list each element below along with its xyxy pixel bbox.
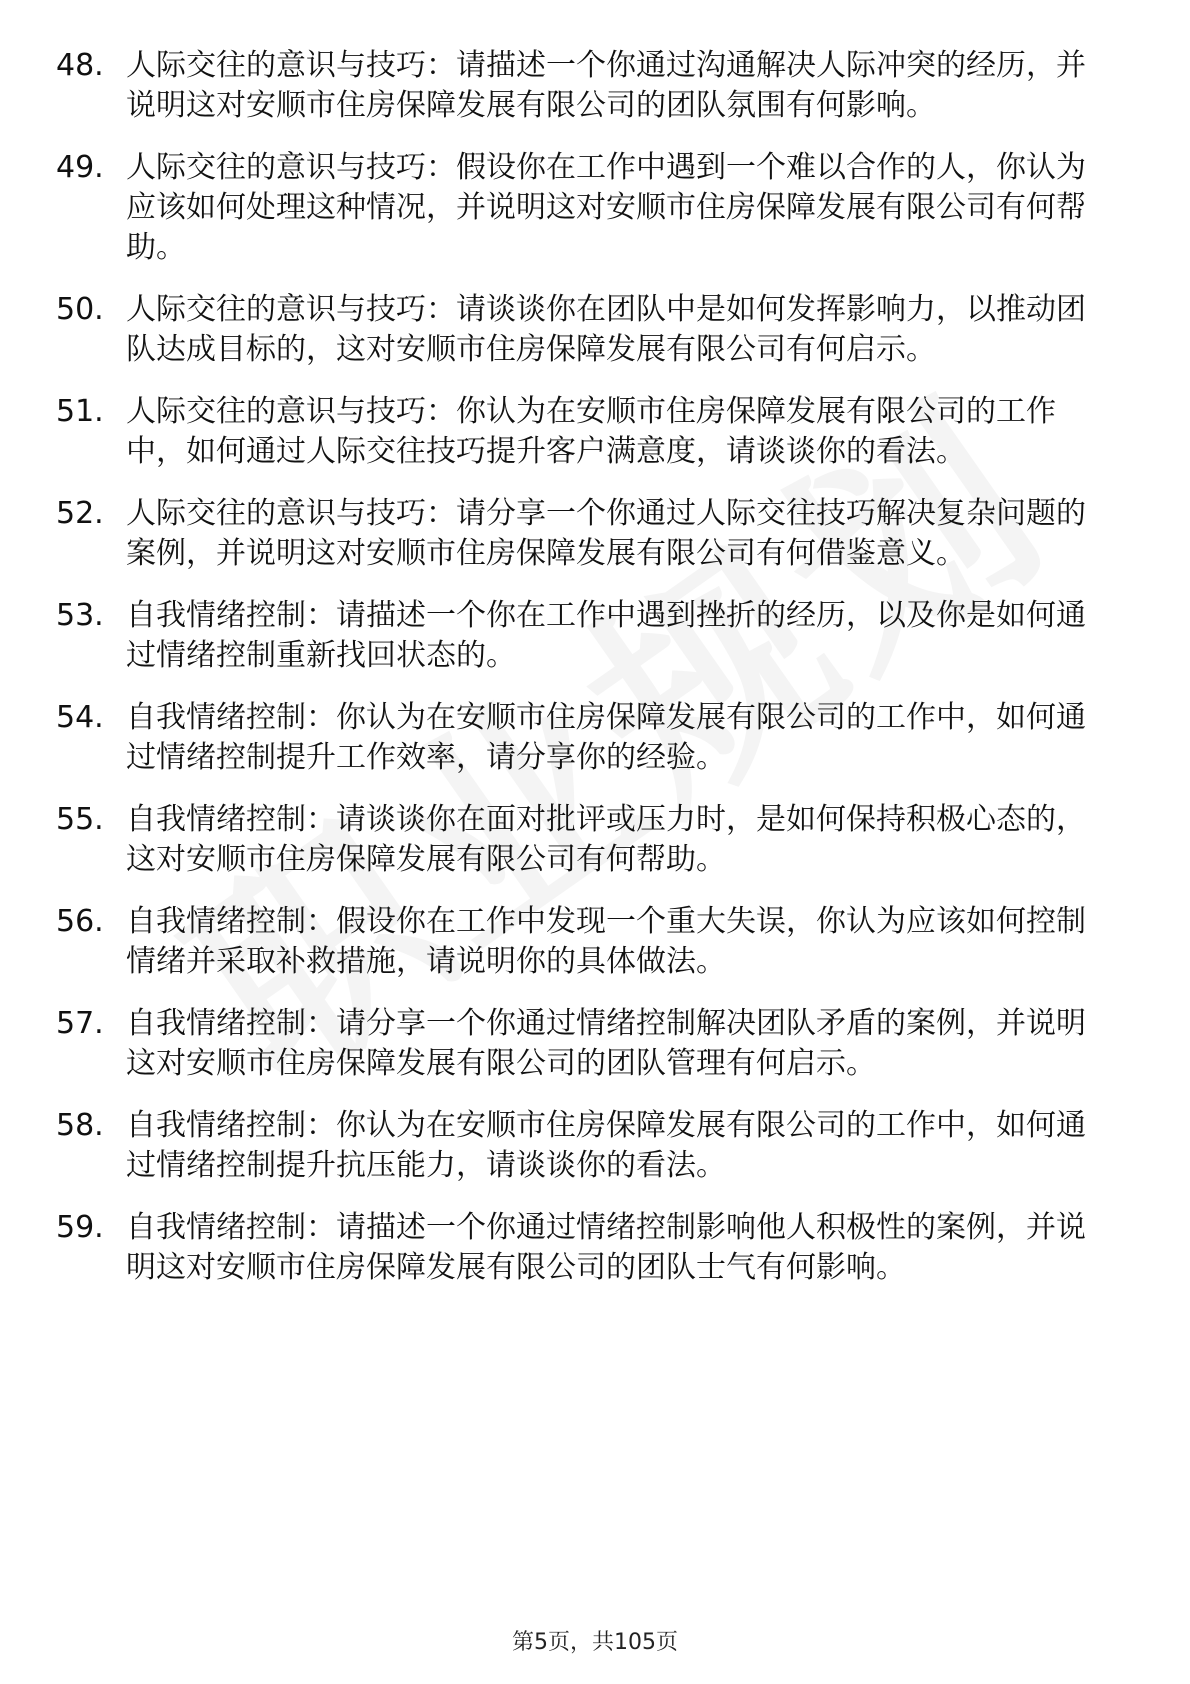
question-text: 自我情绪控制：假设你在工作中发现一个重大失误，你认为应该如何控制情绪并采取补救措施，请说明你的具体做法。 xyxy=(126,904,1086,979)
question-number: 52. xyxy=(56,496,104,531)
question-item xyxy=(56,596,1106,676)
question-item xyxy=(56,290,1106,370)
question-number: 54. xyxy=(56,700,104,735)
question-number: 53. xyxy=(56,598,104,633)
question-number: 57. xyxy=(56,1006,104,1041)
question-text: 人际交往的意识与技巧：请分享一个你通过人际交往技巧解决复杂问题的案例，并说明这对安顺市住房保障发展有限公司有何借鉴意义。 xyxy=(126,496,1086,571)
question-number: 59. xyxy=(56,1210,104,1245)
page-footer xyxy=(0,1625,1190,1656)
question-text: 自我情绪控制：请谈谈你在面对批评或压力时，是如何保持积极心态的，这对安顺市住房保障发展有限公司有何帮助。 xyxy=(126,802,1086,877)
question-number: 51. xyxy=(56,394,104,429)
question-text: 人际交往的意识与技巧：请谈谈你在团队中是如何发挥影响力，以推动团队达成目标的，这对安顺市住房保障发展有限公司有何启示。 xyxy=(126,292,1086,367)
page-number-label: 第5页，共105页 xyxy=(512,1630,678,1655)
question-text: 人际交往的意识与技巧：假设你在工作中遇到一个难以合作的人，你认为应该如何处理这种情况，并说明这对安顺市住房保障发展有限公司有何帮助。 xyxy=(126,150,1086,265)
question-text: 人际交往的意识与技巧：你认为在安顺市住房保障发展有限公司的工作中，如何通过人际交往技巧提升客户满意度，请谈谈你的看法。 xyxy=(126,394,1056,469)
question-item xyxy=(56,1106,1106,1186)
question-text: 人际交往的意识与技巧：请描述一个你通过沟通解决人际冲突的经历，并说明这对安顺市住房保障发展有限公司的团队氛围有何影响。 xyxy=(126,48,1086,123)
question-item xyxy=(56,46,1106,126)
question-number: 49. xyxy=(56,150,104,185)
question-number: 56. xyxy=(56,904,104,939)
question-number: 50. xyxy=(56,292,104,327)
question-item xyxy=(56,148,1106,268)
question-item xyxy=(56,1208,1106,1288)
question-text: 自我情绪控制：你认为在安顺市住房保障发展有限公司的工作中，如何通过情绪控制提升抗压能力，请谈谈你的看法。 xyxy=(126,1108,1086,1183)
question-item xyxy=(56,1004,1106,1084)
question-number: 55. xyxy=(56,802,104,837)
question-text: 自我情绪控制：请描述一个你在工作中遇到挫折的经历，以及你是如何通过情绪控制重新找回状态的。 xyxy=(126,598,1086,673)
question-text: 自我情绪控制：你认为在安顺市住房保障发展有限公司的工作中，如何通过情绪控制提升工作效率，请分享你的经验。 xyxy=(126,700,1086,775)
question-number: 48. xyxy=(56,48,104,83)
question-item xyxy=(56,392,1106,472)
question-item xyxy=(56,494,1106,574)
question-item xyxy=(56,902,1106,982)
question-item xyxy=(56,698,1106,778)
question-text: 自我情绪控制：请分享一个你通过情绪控制解决团队矛盾的案例，并说明这对安顺市住房保障发展有限公司的团队管理有何启示。 xyxy=(126,1006,1086,1081)
question-number: 58. xyxy=(56,1108,104,1143)
question-text: 自我情绪控制：请描述一个你通过情绪控制影响他人积极性的案例，并说明这对安顺市住房保障发展有限公司的团队士气有何影响。 xyxy=(126,1210,1086,1285)
question-item xyxy=(56,800,1106,880)
question-list xyxy=(56,46,1106,1310)
